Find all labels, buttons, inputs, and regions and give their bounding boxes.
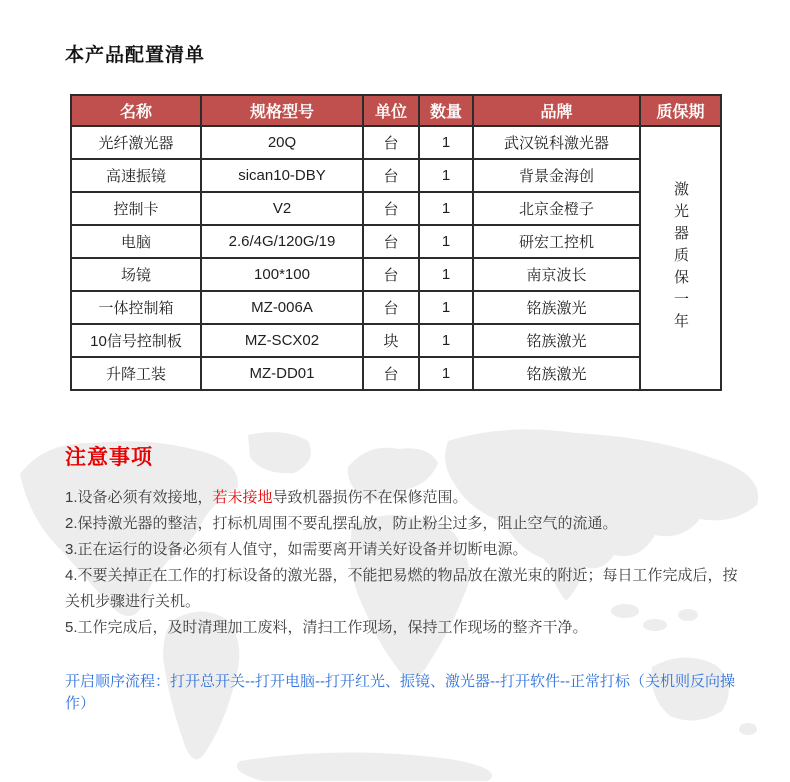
cell-unit: 台	[363, 159, 419, 192]
cell-qty: 1	[419, 324, 473, 357]
note-item-4	[65, 563, 745, 615]
cell-name: 场镜	[71, 258, 201, 291]
cell-model: MZ-006A	[201, 291, 363, 324]
notes-title: 注意事项	[65, 446, 153, 469]
note-text: 4.不要关掉正在工作的打标设备的激光器，不能把易燃的物品放在激光束的附近；每日工作完成后，按关机步骤进行关机。	[65, 567, 738, 610]
note-item-3	[65, 537, 745, 563]
note-text: 导致机器损伤不在保修范围。	[272, 489, 468, 506]
cell-unit: 台	[363, 357, 419, 390]
header-qty: 数量	[419, 95, 473, 126]
cell-name: 高速振镜	[71, 159, 201, 192]
table-row	[71, 126, 721, 159]
cell-unit: 块	[363, 324, 419, 357]
cell-model: 2.6/4G/120G/19	[201, 225, 363, 258]
cell-qty: 1	[419, 225, 473, 258]
cell-brand: 研宏工控机	[473, 225, 640, 258]
header-unit: 单位	[363, 95, 419, 126]
cell-model: sican10-DBY	[201, 159, 363, 192]
boot-sequence-line: 开启顺序流程：打开总开关--打开电脑--打开红光、振镜、激光器--打开软件--正常打标（关机则反向操作）	[65, 673, 735, 712]
cell-model: MZ-DD01	[201, 357, 363, 390]
note-item-2	[65, 511, 745, 537]
cell-name: 电脑	[71, 225, 201, 258]
cell-model: 20Q	[201, 126, 363, 159]
cell-brand: 南京波长	[473, 258, 640, 291]
note-text: 2.保持激光器的整洁，打标机周围不要乱摆乱放，防止粉尘过多，阻止空气的流通。	[65, 515, 618, 532]
cell-brand: 铭族激光	[473, 357, 640, 390]
cell-brand: 铭族激光	[473, 324, 640, 357]
table-row	[71, 357, 721, 390]
cell-brand: 北京金橙子	[473, 192, 640, 225]
cell-name: 一体控制箱	[71, 291, 201, 324]
note-text: 3.正在运行的设备必须有人值守，如需要离开请关好设备并切断电源。	[65, 541, 528, 558]
cell-qty: 1	[419, 357, 473, 390]
header-model: 规格型号	[201, 95, 363, 126]
cell-model: MZ-SCX02	[201, 324, 363, 357]
cell-unit: 台	[363, 192, 419, 225]
warranty-vertical-text: 激光器质保一年	[672, 181, 689, 335]
note-highlight: 若未接地	[212, 489, 273, 506]
note-text: 5.工作完成后，及时清理加工废料，清扫工作现场，保持工作现场的整齐干净。	[65, 619, 588, 636]
table-row	[71, 225, 721, 258]
cell-qty: 1	[419, 258, 473, 291]
header-brand: 品牌	[473, 95, 640, 126]
note-text: 1.设备必须有效接地，	[65, 489, 213, 506]
note-item-1	[65, 485, 745, 511]
notes-section	[65, 441, 765, 641]
cell-unit: 台	[363, 258, 419, 291]
cell-unit: 台	[363, 225, 419, 258]
cell-unit: 台	[363, 291, 419, 324]
cell-qty: 1	[419, 159, 473, 192]
cell-brand: 铭族激光	[473, 291, 640, 324]
header-name: 名称	[71, 95, 201, 126]
cell-qty: 1	[419, 192, 473, 225]
cell-qty: 1	[419, 291, 473, 324]
table-row	[71, 192, 721, 225]
page-title: 本产品配置清单	[65, 45, 206, 66]
cell-name: 控制卡	[71, 192, 201, 225]
table-header-row	[71, 95, 721, 126]
configuration-table	[70, 94, 722, 391]
cell-model: 100*100	[201, 258, 363, 291]
cell-name: 升降工装	[71, 357, 201, 390]
cell-model: V2	[201, 192, 363, 225]
header-warranty: 质保期	[640, 95, 721, 126]
cell-unit: 台	[363, 126, 419, 159]
table-row	[71, 291, 721, 324]
note-item-5	[65, 615, 745, 641]
cell-name: 光纤激光器	[71, 126, 201, 159]
cell-qty: 1	[419, 126, 473, 159]
cell-brand: 武汉锐科激光器	[473, 126, 640, 159]
table-row	[71, 324, 721, 357]
cell-warranty	[640, 126, 721, 390]
table-row	[71, 258, 721, 291]
table-row	[71, 159, 721, 192]
cell-brand: 背景金海创	[473, 159, 640, 192]
cell-name: 10信号控制板	[71, 324, 201, 357]
